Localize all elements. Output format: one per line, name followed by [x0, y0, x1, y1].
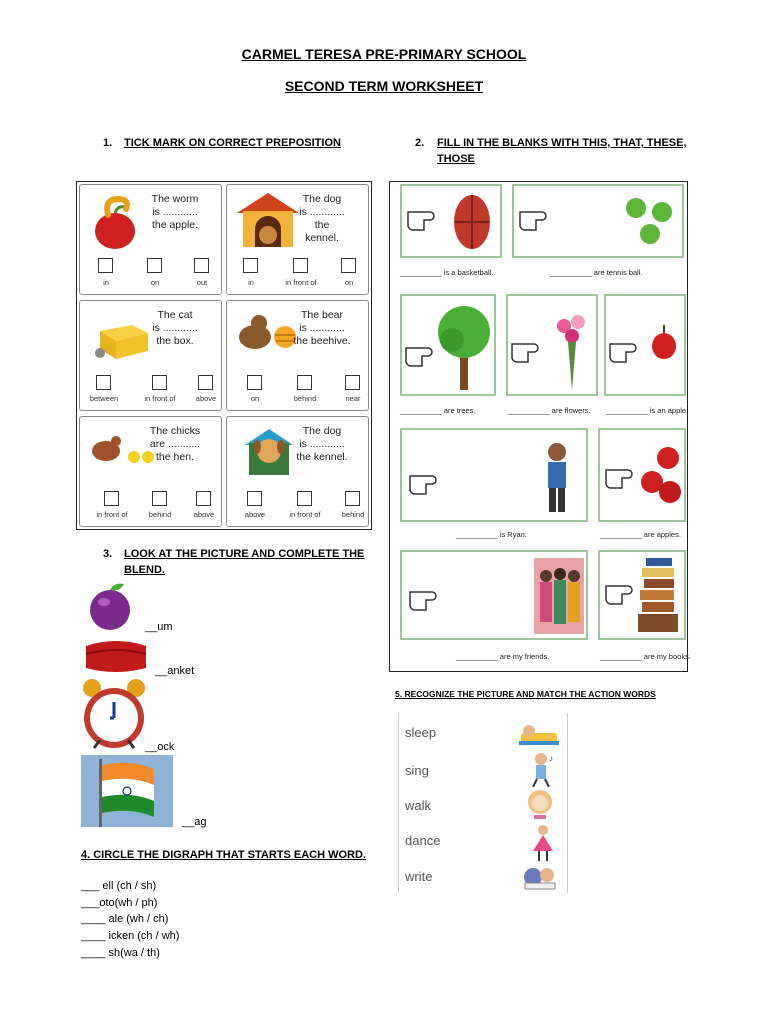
option-label: behind [148, 510, 172, 519]
pointing-hand-icon [408, 466, 448, 496]
option-label: above [195, 394, 217, 403]
preposition-card [79, 184, 222, 295]
picture-box [400, 550, 588, 640]
blank-sentence: __________ are apples. [600, 530, 681, 539]
tick-box[interactable] [341, 258, 356, 273]
blank-sentence: __________ are tennis ball. [550, 268, 643, 277]
boy-icon [542, 440, 572, 516]
tick-box[interactable] [104, 491, 119, 506]
q3-title-line1: LOOK AT THE PICTURE AND COMPLETE THE [124, 548, 365, 560]
tick-box[interactable] [297, 375, 312, 390]
svg-text:♪: ♪ [549, 754, 553, 763]
blank-sentence: __________ is a basketball. [400, 268, 494, 277]
preposition-card [226, 300, 369, 411]
digraph-item: ____ ale (wh / ch) [81, 913, 169, 925]
flowers-icon [552, 312, 592, 392]
option-label: in [248, 278, 254, 287]
option-label: in [103, 278, 109, 287]
picture-box [598, 550, 686, 640]
digraph-item: ___ ell (ch / sh) [81, 880, 157, 892]
card-sentence: The chicks are ........... the hen. [149, 425, 201, 463]
dancing-girl-icon [531, 823, 555, 863]
preposition-card [79, 416, 222, 527]
card-sentence: The dog is ............ the kennel. [296, 425, 348, 463]
action-word: walk [405, 798, 432, 813]
q2-number: 2. [415, 137, 425, 149]
tick-box[interactable] [198, 375, 213, 390]
blank-sentence: __________ are flowers. [508, 406, 591, 415]
apple-icon [650, 322, 678, 362]
preposition-grid [76, 181, 372, 530]
option-label: on [150, 278, 160, 287]
pointing-hand-icon [408, 582, 448, 612]
tick-box[interactable] [243, 258, 258, 273]
tick-box[interactable] [345, 375, 360, 390]
picture-box [400, 294, 496, 396]
picture-box [400, 184, 502, 258]
action-word: sleep [405, 725, 437, 740]
books-stack-icon [636, 556, 684, 636]
picture-box [400, 428, 588, 522]
blend-item: __um [145, 621, 173, 633]
card-sentence: The cat is ............ the box. [152, 309, 198, 347]
q1-number: 1. [103, 137, 113, 149]
option-label: above [193, 510, 215, 519]
singing-child-icon [529, 751, 557, 787]
tick-box[interactable] [297, 491, 312, 506]
q3-number: 3. [103, 548, 113, 560]
picture-box [506, 294, 598, 396]
tick-box[interactable] [152, 375, 167, 390]
q5-title: 5. RECOGNIZE THE PICTURE AND MATCH THE ACTION WORDS [395, 689, 656, 699]
blend-item: __anket [155, 665, 195, 677]
preposition-card [226, 184, 369, 295]
digraph-item: ___oto(wh / ph) [81, 897, 158, 909]
school-name: CARMEL TERESA PRE-PRIMARY SCHOOL [241, 46, 527, 62]
q3-title-line2: BLEND. [124, 564, 165, 576]
option-label: between [89, 394, 119, 403]
q1-title: TICK MARK ON CORRECT PREPOSITION [124, 137, 341, 149]
option-label: in front of [285, 278, 317, 287]
picture-box [598, 428, 686, 522]
trees-icon [436, 300, 496, 392]
tick-box[interactable] [98, 258, 113, 273]
option-label: above [244, 510, 266, 519]
friends-photo [534, 558, 584, 634]
worm-apple-icon [90, 193, 140, 251]
fill-blanks-frame [389, 181, 691, 672]
blank-sentence: __________ are my books. [600, 652, 691, 661]
plum-icon [82, 580, 136, 632]
blanket-icon [82, 636, 150, 674]
option-label: on [344, 278, 354, 287]
pointing-hand-icon [406, 202, 446, 232]
tick-box[interactable] [293, 258, 308, 273]
blank-sentence: __________ are my friends. [456, 652, 550, 661]
action-word: write [405, 869, 433, 884]
option-label: behind [293, 394, 317, 403]
pointing-hand-icon [510, 334, 550, 364]
blank-sentence: __________ is an apple. [606, 406, 689, 415]
picture-box [604, 294, 686, 396]
blend-item: __ock [145, 741, 175, 753]
india-flag-icon [81, 755, 173, 827]
writing-child-icon [519, 863, 561, 891]
walking-girl-icon [523, 787, 557, 823]
action-word: sing [405, 763, 429, 778]
pointing-hand-icon [518, 202, 558, 232]
option-label: near [345, 394, 361, 403]
apples-icon [638, 442, 684, 512]
sleeping-child-icon [517, 719, 561, 747]
card-sentence: The bear is ............ the beehive. [293, 309, 351, 347]
tick-box[interactable] [194, 258, 209, 273]
pointing-hand-icon [608, 334, 648, 364]
picture-box [512, 184, 684, 258]
option-label: in front of [96, 510, 128, 519]
action-words-table [398, 713, 568, 893]
tick-box[interactable] [147, 258, 162, 273]
option-label: out [196, 278, 208, 287]
card-sentence: The worm is ............ the apple. [151, 193, 199, 231]
blank-sentence: __________ is Ryan. [456, 530, 527, 539]
digraph-item: ____ icken (ch / wh) [81, 930, 180, 942]
tick-box[interactable] [247, 375, 262, 390]
option-label: in front of [144, 394, 176, 403]
alarm-clock-icon [80, 678, 148, 752]
basketball-icon [452, 192, 492, 252]
blank-sentence: __________ are trees. [400, 406, 476, 415]
option-label: behind [341, 510, 365, 519]
tick-box[interactable] [247, 491, 262, 506]
worksheet-title: SECOND TERM WORKSHEET [284, 78, 484, 94]
card-sentence: The dog is ............ the kennel. [299, 193, 345, 244]
tennis-balls-icon [622, 190, 682, 250]
action-word: dance [405, 833, 441, 848]
digraph-item: ____ sh(wa / th) [81, 947, 160, 959]
tick-box[interactable] [152, 491, 167, 506]
q4-title: 4. CIRCLE THE DIGRAPH THAT STARTS EACH WORD. [81, 849, 366, 861]
option-label: in front of [289, 510, 321, 519]
blend-item: __ag [182, 816, 207, 828]
tick-box[interactable] [345, 491, 360, 506]
tick-box[interactable] [96, 375, 111, 390]
preposition-card [79, 300, 222, 411]
preposition-card [226, 416, 369, 527]
q2-title-line1: FILL IN THE BLANKS WITH THIS, THAT, THESE, [437, 137, 687, 149]
q2-title-line2: THOSE [437, 153, 475, 165]
tick-box[interactable] [196, 491, 211, 506]
option-label: on [250, 394, 260, 403]
